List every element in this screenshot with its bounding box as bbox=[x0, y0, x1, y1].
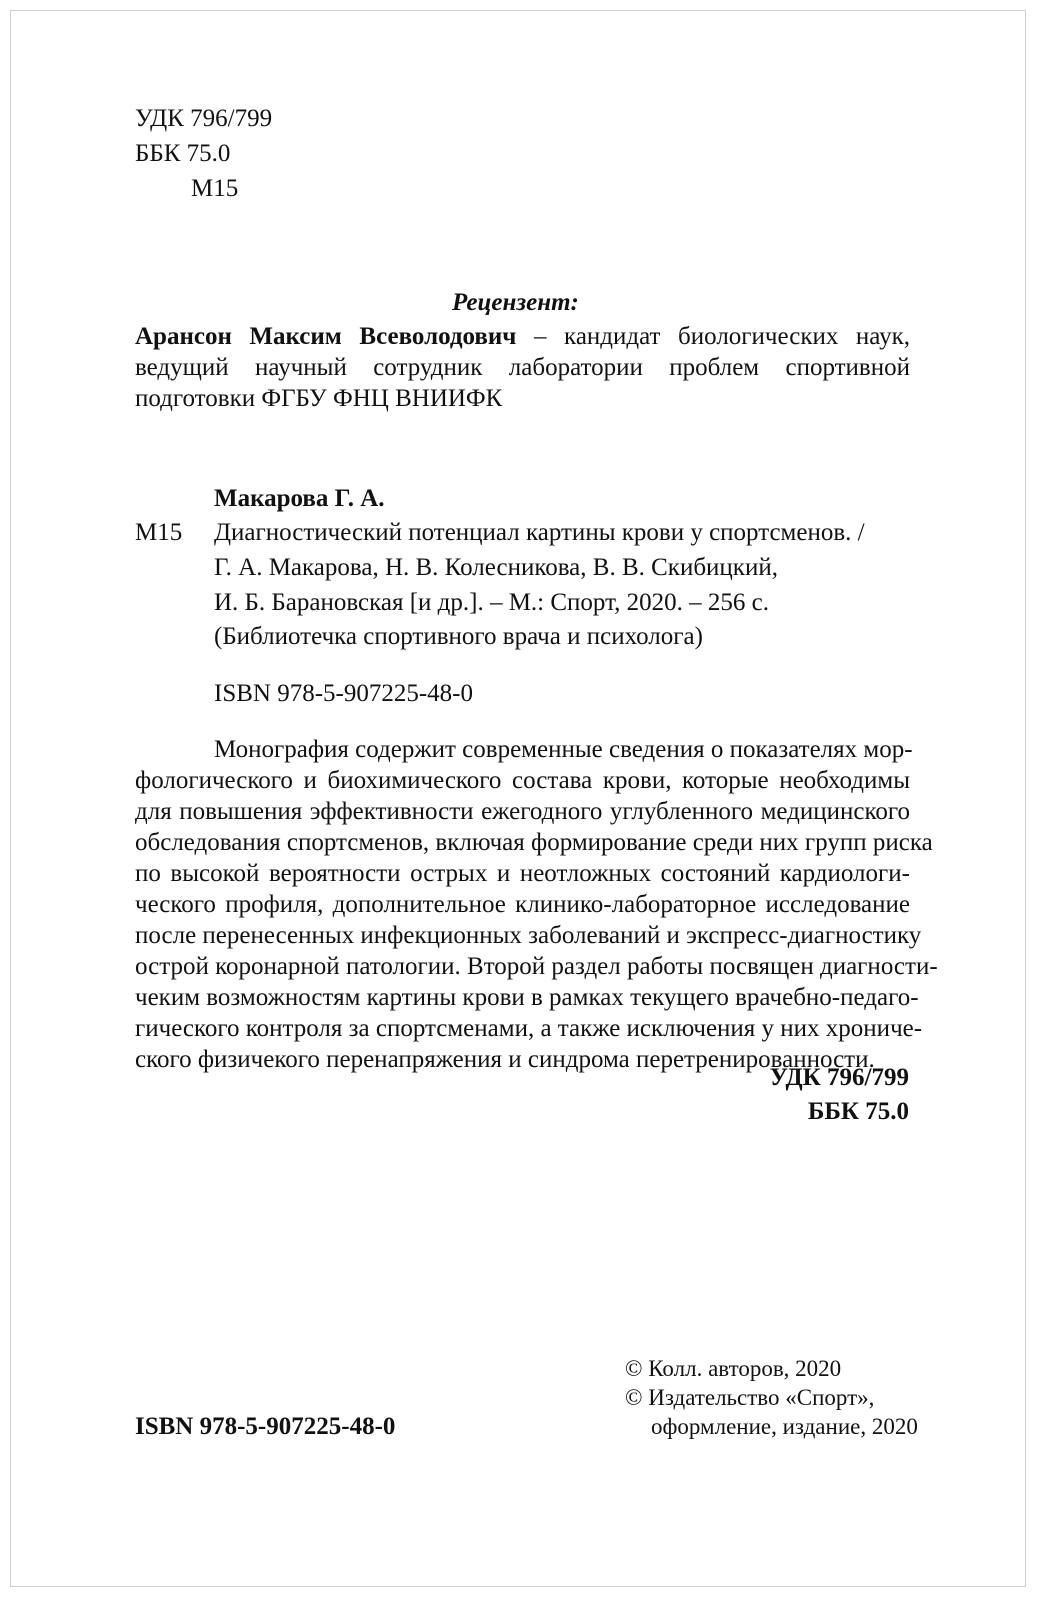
reviewer-line-2: ведущий научный сотрудник лаборатории проблем спортивной bbox=[135, 354, 910, 381]
annotation bbox=[135, 734, 938, 1075]
reviewer-line-1 bbox=[135, 321, 910, 352]
footer-udk: УДК 796/799 bbox=[769, 1064, 909, 1091]
card-mark: М15 bbox=[135, 519, 183, 546]
card-line-2: Г. А. Макарова, Н. В. Колесникова, В. В. Скибицкий, bbox=[214, 554, 778, 581]
annotation-line-8: острой коронарной патологии. Второй раздел работы посвящен диагности- bbox=[135, 953, 938, 980]
annotation-line-6: ческого профиля, дополнительное клинико-лабораторное исследование bbox=[135, 891, 910, 918]
copyright-line-2: © Издательство «Спорт», bbox=[625, 1385, 875, 1410]
reviewer-heading: Рецензент: bbox=[452, 289, 579, 316]
reviewer-block bbox=[135, 321, 910, 414]
copyright-line-1: © Колл. авторов, 2020 bbox=[625, 1356, 842, 1381]
reviewer-line-3: подготовки ФГБУ ФНЦ ВНИИФК bbox=[135, 385, 503, 412]
annotation-line-10: гического контроля за спортсменами, а также исключения у них хрониче- bbox=[135, 1015, 923, 1042]
reviewer-desc-1: – кандидат биологических наук, bbox=[516, 323, 911, 350]
annotation-line-5: по высокой вероятности острых и неотложных состояний кардиологи- bbox=[135, 860, 910, 887]
copyright-line-3: оформление, издание, 2020 bbox=[651, 1414, 918, 1439]
card-line-3: И. Б. Барановская [и др.]. – М.: Спорт, 2020. – 256 с. bbox=[214, 589, 769, 616]
footer-bbk: ББК 75.0 bbox=[807, 1098, 909, 1125]
annotation-line-7: после перенесенных инфекционных заболеваний и экспресс-диагностику bbox=[135, 922, 922, 949]
author-mark: М15 bbox=[191, 175, 239, 202]
bottom-isbn: ISBN 978-5-907225-48-0 bbox=[135, 1413, 396, 1440]
page bbox=[10, 10, 1026, 1587]
annotation-line-4: обследования спортсменов, включая формирование среди них групп риска bbox=[135, 829, 933, 856]
reviewer-name: Арансон Максим Всеволодович bbox=[135, 323, 517, 350]
annotation-line-3: для повышения эффективности ежегодного углубленного медицинского bbox=[135, 798, 910, 825]
annotation-line-2: фологического и биохимического состава крови, которые необходимы bbox=[135, 767, 910, 794]
annotation-line-1: Монография содержит современные сведения о показателях мор- bbox=[214, 736, 913, 763]
annotation-line-9: чеким возможностям картины крови в рамках текущего врачебно-педаго- bbox=[135, 984, 919, 1011]
card-line-4: (Библиотечка спортивного врача и психолога) bbox=[214, 623, 703, 650]
card-isbn: ISBN 978-5-907225-48-0 bbox=[214, 680, 474, 707]
card-author-heading: Макарова Г. А. bbox=[214, 485, 385, 512]
udk-code: УДК 796/799 bbox=[135, 105, 273, 132]
bbk-code: ББК 75.0 bbox=[135, 140, 231, 167]
annotation-line-11: ского физичекого перенапряжения и синдрома перетренированности. bbox=[135, 1046, 875, 1073]
card-line-1: Диагностический потенциал картины крови у спортсменов. / bbox=[214, 519, 865, 546]
